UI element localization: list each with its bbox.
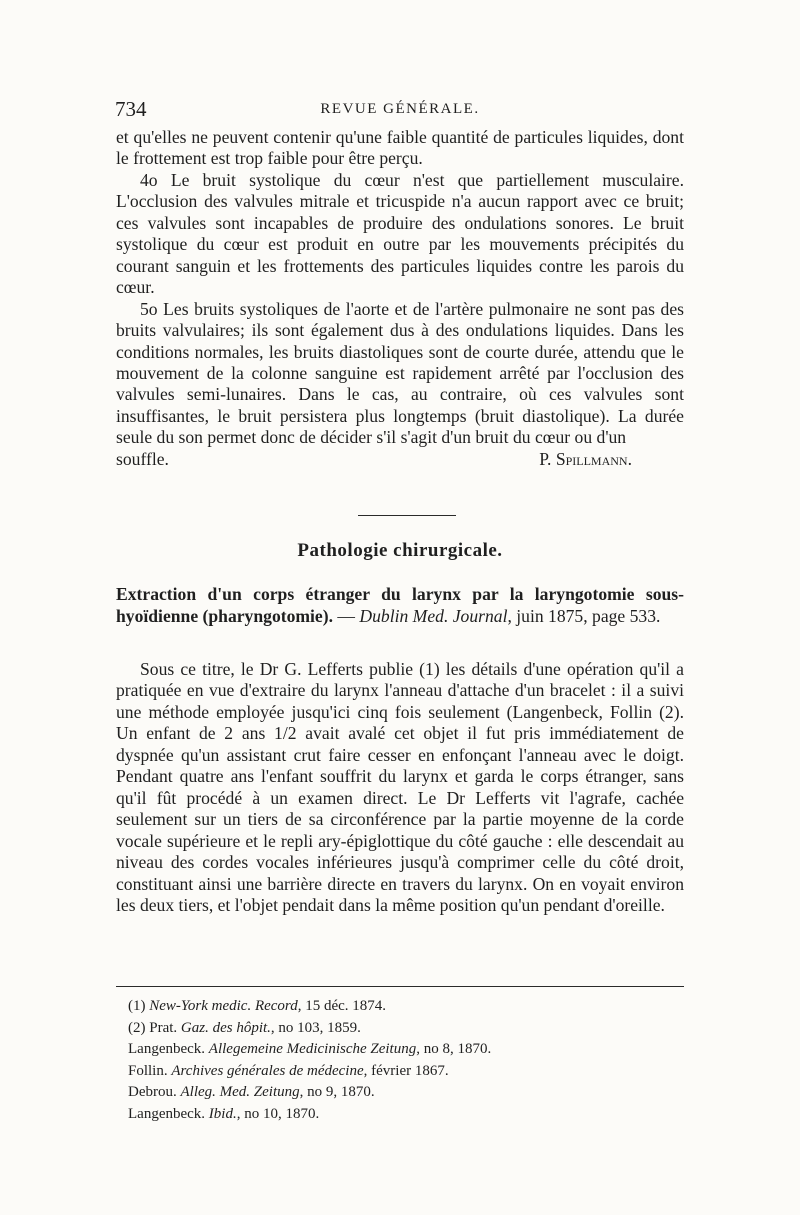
source-journal: Dublin Med. Journal bbox=[359, 605, 508, 626]
continuation-text bbox=[116, 127, 684, 470]
paragraph: et qu'elles ne peuvent contenir qu'une faible quantité de particules liquides, dont le frottement est trop faible pour être perçu. bbox=[116, 127, 684, 169]
signature-line bbox=[116, 449, 684, 470]
footnote: (2) Prat. Gaz. des hôpit., no 103, 1859. bbox=[128, 1019, 361, 1036]
page-number: 734 bbox=[115, 97, 147, 121]
running-title: REVUE GÉNÉRALE. bbox=[320, 101, 480, 117]
footnote: Debrou. Alleg. Med. Zeitung, no 9, 1870. bbox=[128, 1084, 375, 1100]
page-header bbox=[115, 97, 685, 123]
paragraph: 4o Le bruit systolique du cœur n'est que partiellement musculaire. L'occlusion des valvules mitrale et tricuspide n'a aucun rapport avec ce bruit; ces valvules sont incapables de produire des ondulations sonores. Le bruit systolique du cœur est produit en outre par les mouvements précipités du courant sanguin et les frottements des particules liquides contre les parois du cœur. bbox=[116, 169, 684, 298]
article-body bbox=[116, 659, 684, 916]
source-details: , juin 1875, page 533. bbox=[507, 605, 661, 626]
footnote: Langenbeck. Ibid., no 10, 1870. bbox=[128, 1105, 320, 1122]
paragraph: 5o Les bruits systoliques de l'aorte et de l'artère pulmonaire ne sont pas des bruits valvulaires; ils sont également dus à des ondulations liquides. Dans les conditions normales, les bruits diastoliques sont de courte durée, attendu que le mouvement de la colonne sanguine est rapidement arrêté par l'occlusion des valvules semi-lunaires. Dans le cas, au contraire, où ces valvules sont insuffisantes, le bruit persistera plus longtemps (bruit diastolique). La durée seule du son permet donc de décider s'il s'agit d'un bruit du cœur ou d'un bbox=[116, 298, 684, 448]
article-heading bbox=[116, 584, 684, 627]
section-divider bbox=[358, 515, 456, 516]
paragraph: Sous ce titre, le Dr G. Lefferts publie (1) les détails d'une opération qu'il a pratiquée en vue d'extraire du larynx l'anneau d'attache d'un bracelet : il a suivi une méthode employée jusqu'ici cinq fois seulement (Langenbeck, Follin (2). Un enfant de 2 ans 1/2 avait avalé cet objet il fut pris immédiatement de dyspnée qu'un assistant crut faire cesser en enfonçant l'anneau avec le doigt. Pendant quatre ans l'enfant souffrit du larynx et garda le corps étranger, sans qu'il fût procédé à un examen direct. Le Dr Lefferts vit l'agrafe, cachée seulement sur un tiers de sa circonférence par la partie moyenne de la corde vocale supérieure et le repli ary-épiglottique du côté gauche : elle descendait au niveau des cordes vocales inférieures jusqu'à comprimer celle du côté droit, constituant ainsi une barrière directe en travers du larynx. On en voyait environ les deux tiers, et l'objet pendait dans la même position qu'un pendant d'oreille. bbox=[116, 659, 684, 915]
footnote: Langenbeck. Allegemeine Medicinische Zeitung, no 8, 1870. bbox=[128, 1041, 492, 1057]
author-signature: P. Spillmann. bbox=[539, 448, 632, 469]
footnote: (1) New-York medic. Record, 15 déc. 1874. bbox=[128, 998, 387, 1014]
footnote-rule bbox=[116, 986, 684, 987]
article-title: Extraction d'un corps étranger du larynx par la laryngotomie sous-hyoïdienne (pharyngotomie). bbox=[116, 584, 684, 626]
title-dash: — bbox=[333, 605, 360, 626]
footnotes bbox=[128, 996, 668, 1125]
footnote: Follin. Archives générales de médecine, février 1867. bbox=[128, 1062, 449, 1079]
section-heading: Pathologie chirurgicale. bbox=[297, 540, 503, 561]
paragraph-end: souffle. bbox=[116, 448, 169, 469]
